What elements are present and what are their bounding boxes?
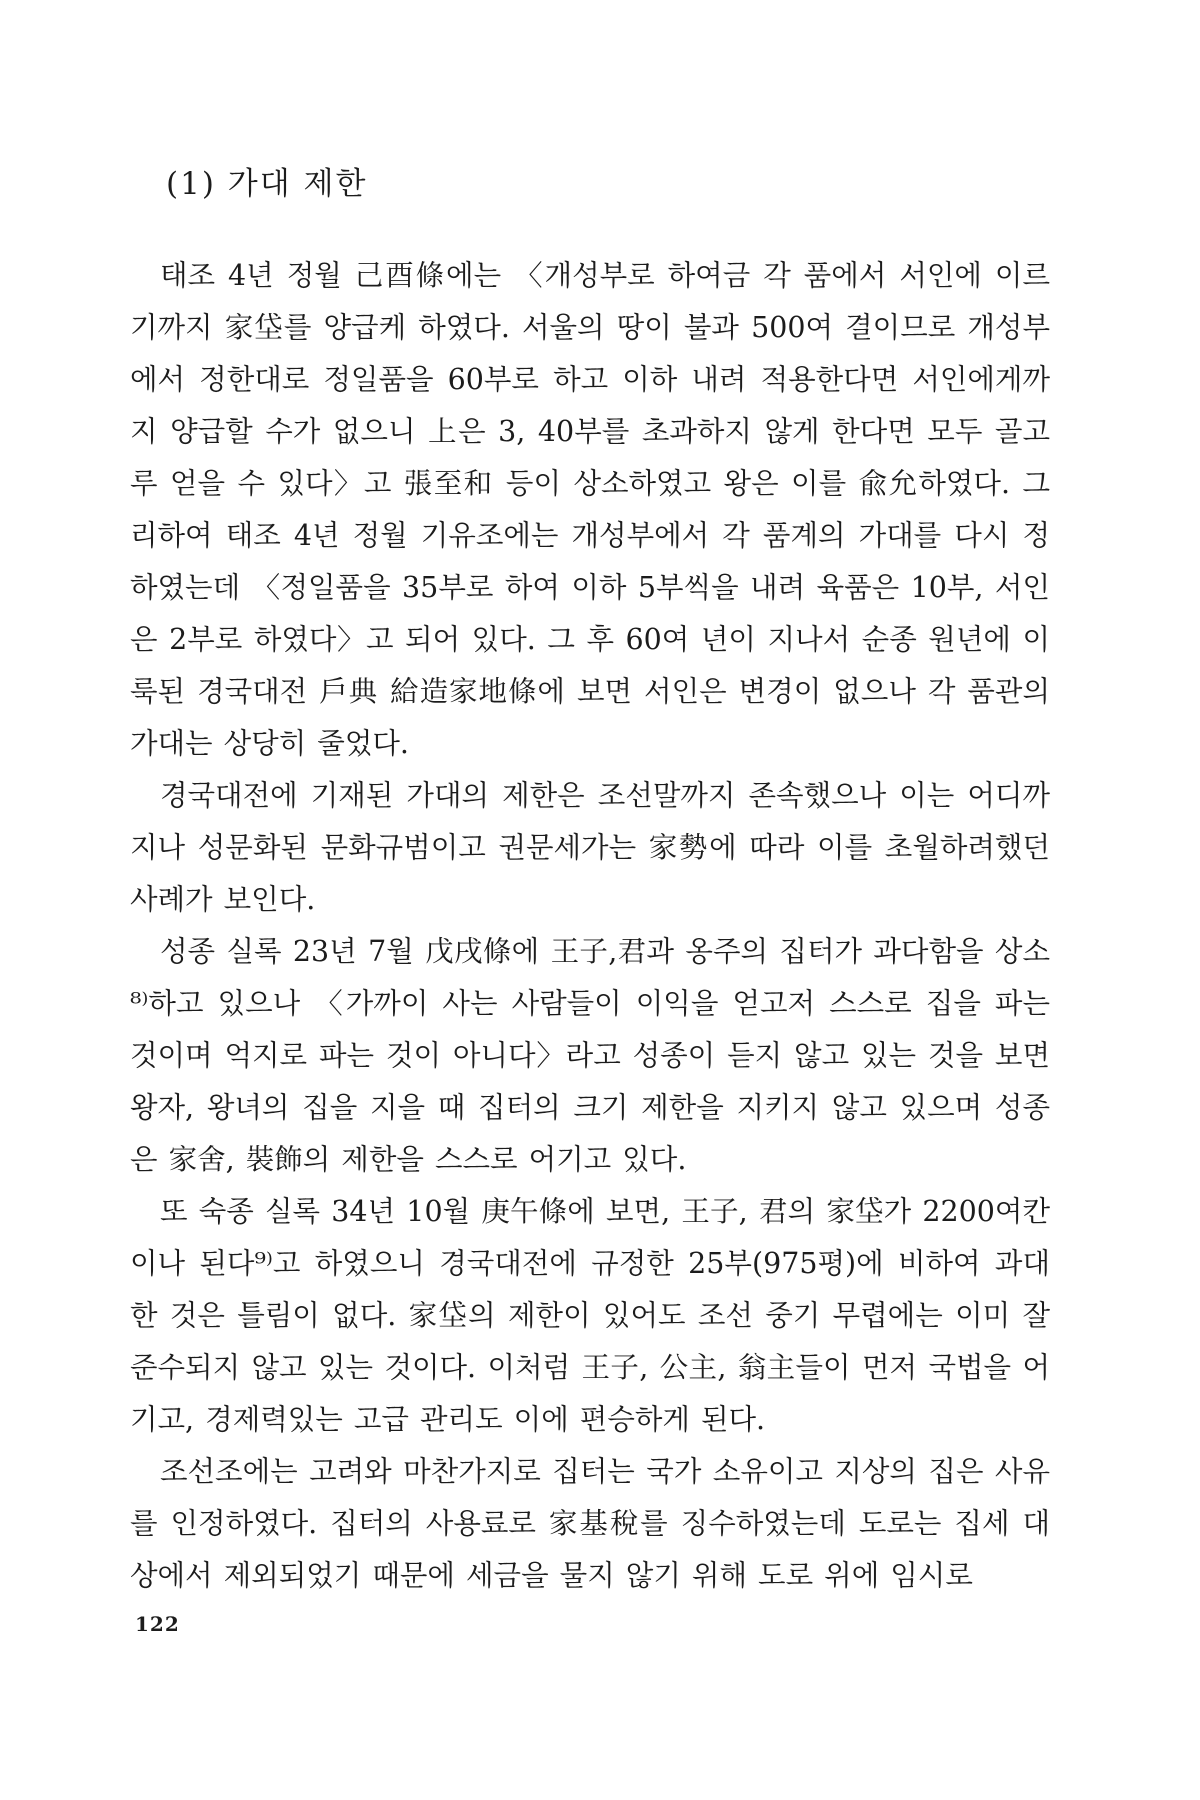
page-number: 122 [135,1612,180,1636]
paragraph [130,1446,1050,1602]
paragraph [130,926,1050,1186]
paragraph [130,1186,1050,1446]
paragraph [130,250,1050,770]
paragraph-text: 성종 실록 23년 7월 戊戌條에 王子,君과 옹주의 집터가 과다함을 상소⁸⁾하고 있으나 〈가까이 사는 사람들이 이익을 얻고저 스스로 집을 파는 것이며 억지로 파는 것이 아니다〉라고 성종이 듣지 않고 있는 것을 보면 왕자, 왕녀의 집을 지을 때 집터의 크기 제한을 지키지 않고 있으며 성종은 家舍, 裝飾의 제한을 스스로 어기고 있다. [130,935,1050,1176]
body-text [130,250,1050,1602]
paragraph-text: 태조 4년 정월 己酉條에는 〈개성부로 하여금 각 품에서 서인에 이르기까지 家垈를 양급케 하였다. 서울의 땅이 불과 500여 결이므로 개성부에서 정한대로 정일품을 60부로 하고 이하 내려 적용한다면 서인에게까지 양급할 수가 없으니 上은 3, 40부를 초과하지 않게 한다면 모두 골고루 얻을 수 있다〉고 張至和 등이 상소하였고 왕은 이를 兪允하였다. 그리하여 태조 4년 정월 기유조에는 개성부에서 각 품계의 가대를 다시 정하였는데 〈정일품을 35부로 하여 이하 5부씩을 내려 육품은 10부, 서인은 2부로 하였다〉고 되어 있다. 그 후 60여 년이 지나서 순종 원년에 이룩된 경국대전 戶典 給造家地條에 보면 서인은 변경이 없으나 각 품관의 가대는 상당히 줄었다. [130,259,1050,760]
paragraph-text: 조선조에는 고려와 마찬가지로 집터는 국가 소유이고 지상의 집은 사유를 인정하였다. 집터의 사용료로 家基稅를 징수하였는데 도로는 집세 대상에서 제외되었기 때문에 세금을 물지 않기 위해 도로 위에 임시로 [130,1455,1050,1592]
paragraph [130,770,1050,926]
paragraph-text: 또 숙종 실록 34년 10월 庚午條에 보면, 王子, 君의 家垈가 2200여칸이나 된다⁹⁾고 하였으니 경국대전에 규정한 25부(975평)에 비하여 과대한 것은 틀림이 없다. 家垈의 제한이 있어도 조선 중기 무렵에는 이미 잘 준수되지 않고 있는 것이다. 이처럼 王子, 公主, 翁主들이 먼저 국법을 어기고, 경제력있는 고급 관리도 이에 편승하게 된다. [130,1195,1050,1436]
paragraph-text: 경국대전에 기재된 가대의 제한은 조선말까지 존속했으나 이는 어디까지나 성문화된 문화규범이고 권문세가는 家勢에 따라 이를 초월하려했던 사례가 보인다. [130,779,1050,916]
section-heading: (1) 가대 제한 [166,166,368,202]
